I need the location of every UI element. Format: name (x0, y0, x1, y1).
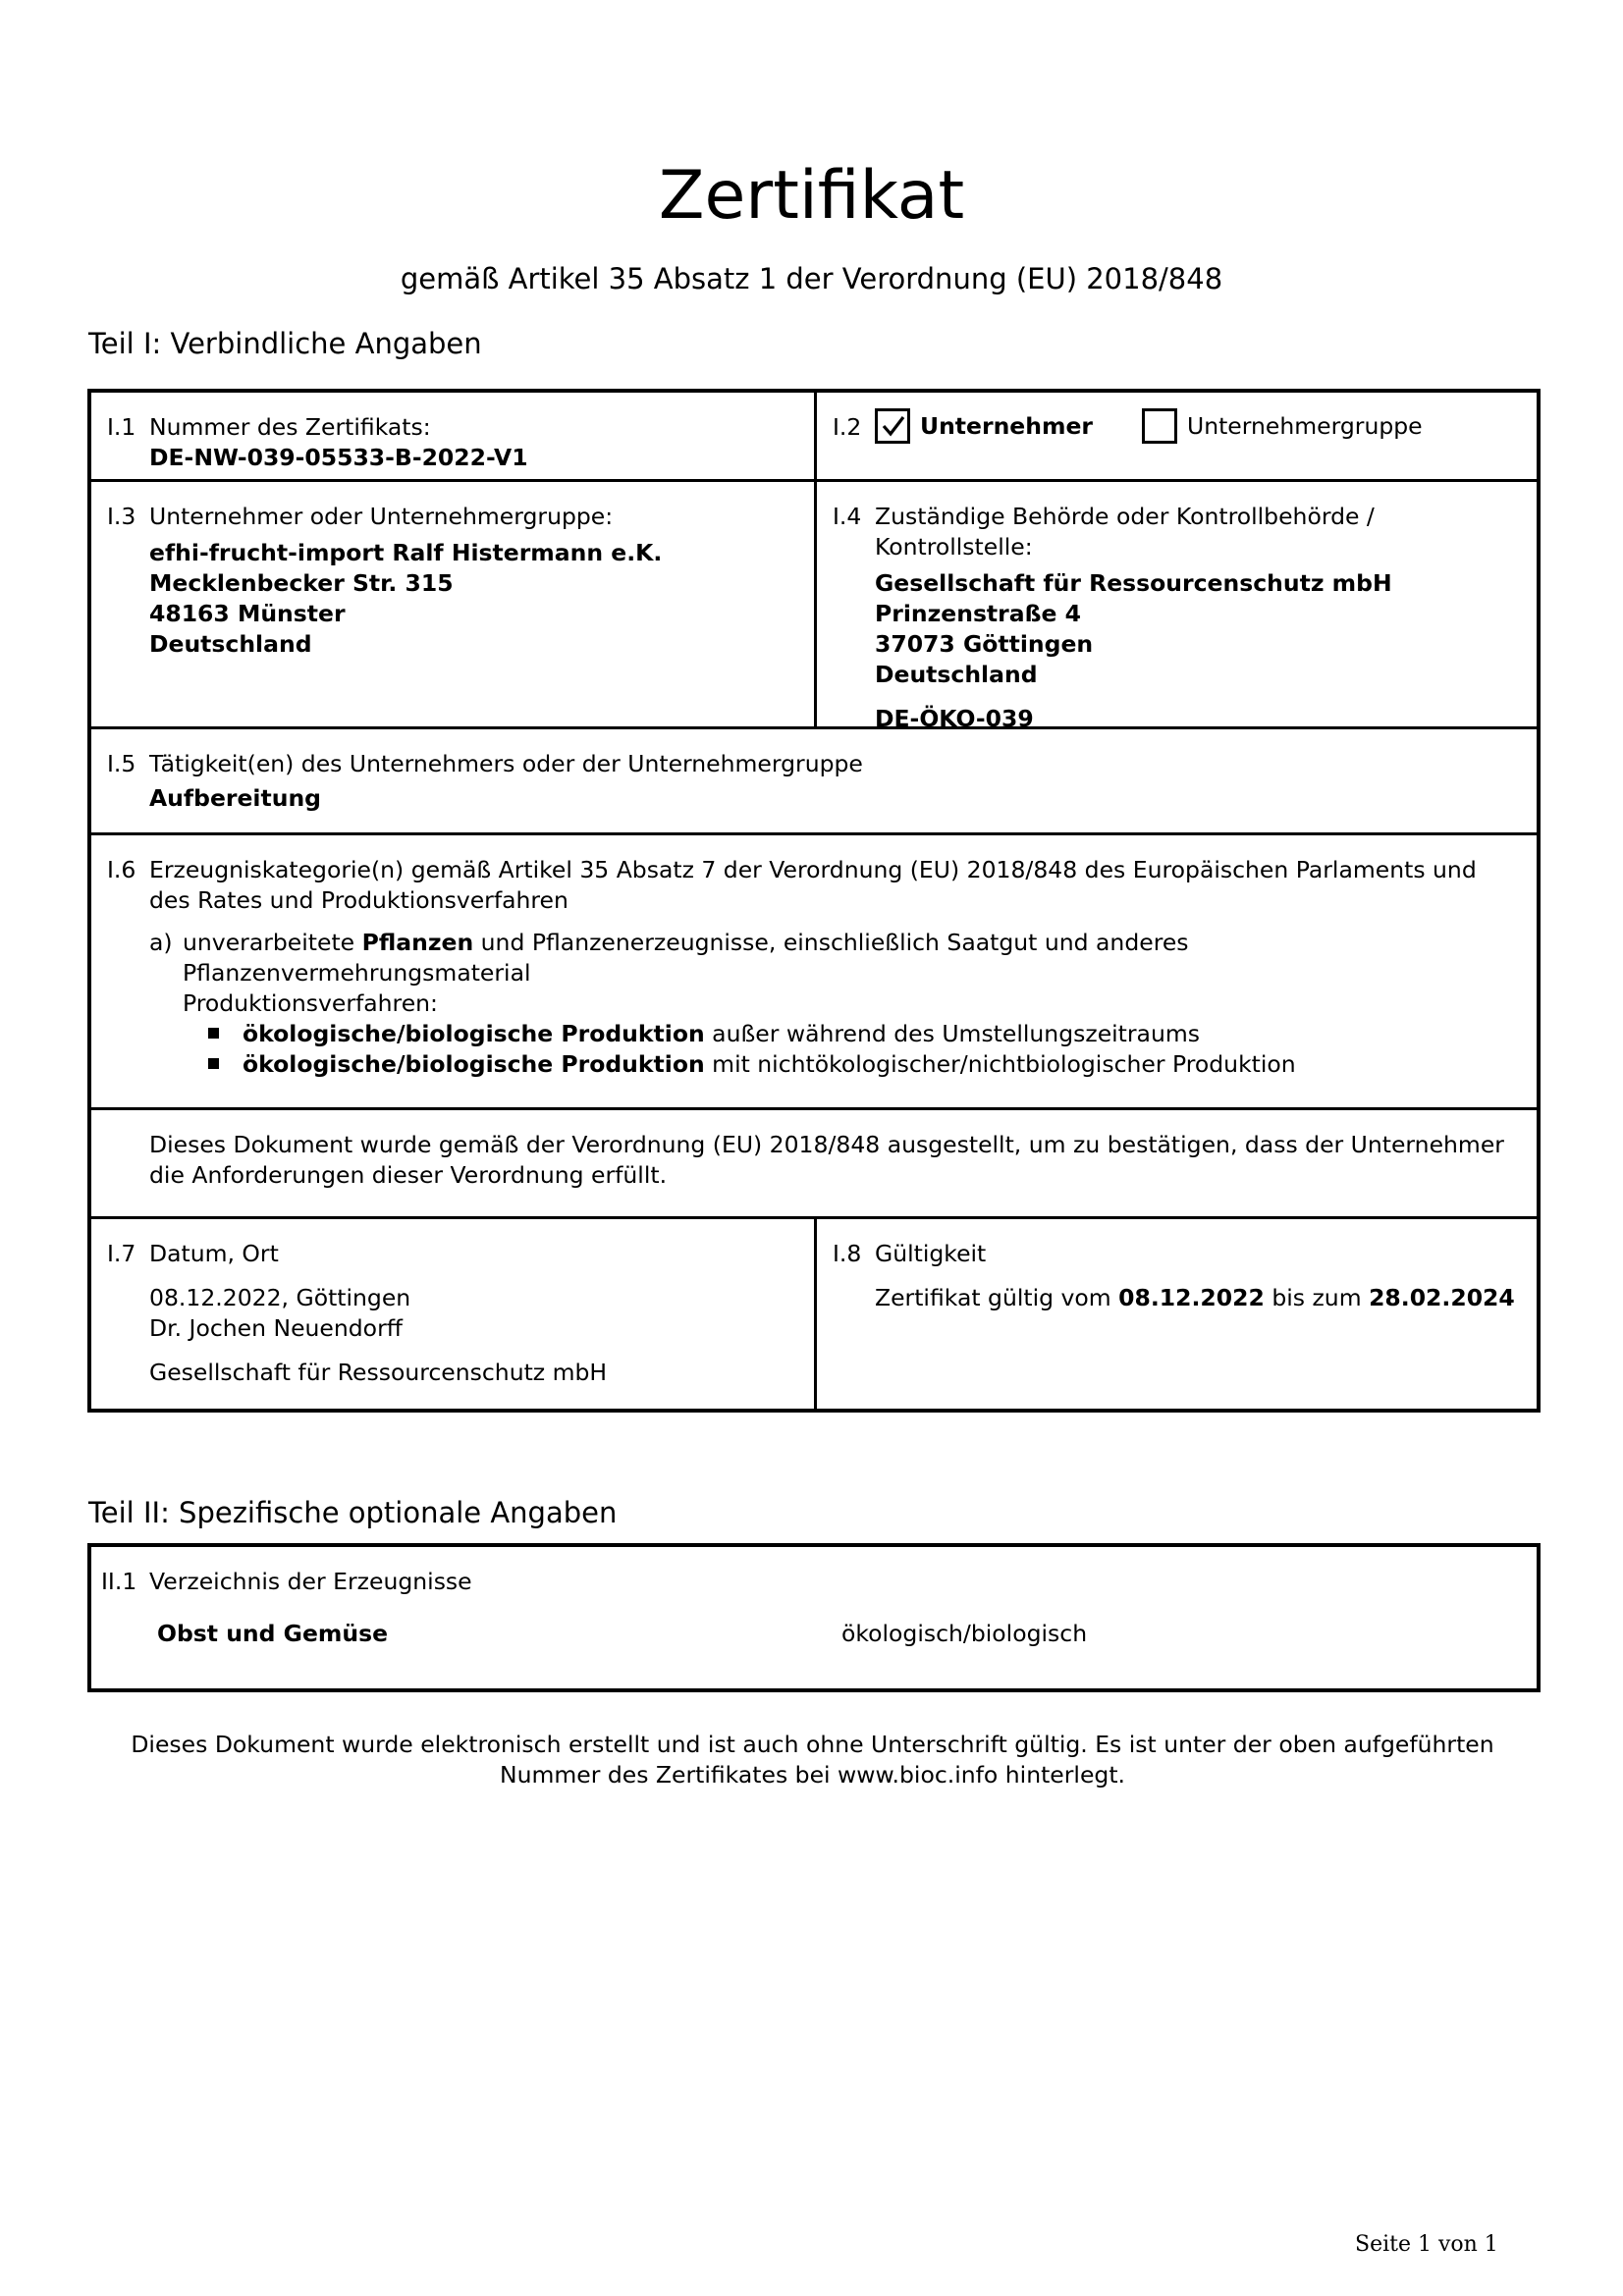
checked-checkbox-icon[interactable] (875, 408, 910, 444)
footer-note: Dieses Dokument wurde elektronisch erstellt und ist auch ohne Unterschrift gültig. Es ist unter der oben aufgeführten Nummer des Zertifikates bei www.bioc.info hinterlegt. (131, 1731, 1494, 1789)
operator-country: Deutschland (149, 630, 312, 658)
product-category-label: Erzeugniskategorie(n) gemäß Artikel 35 Absatz 7 der Verordnung (EU) 2018/848 des Europäischen Parlaments und des Rates und Produktionsverfahren (149, 856, 1477, 914)
valid-from-date: 08.12.2022 (1118, 1284, 1265, 1311)
product-name: Obst und Gemüse (157, 1620, 389, 1647)
statement-cell (91, 1110, 1537, 1216)
document-subtitle: gemäß Artikel 35 Absatz 1 der Verordnung (EU) 2018/848 (400, 262, 1223, 295)
field-number: I.1 (107, 413, 136, 441)
item-marker: a) (149, 929, 173, 956)
activities-value: Aufbereitung (149, 784, 321, 812)
field-i7 (91, 1219, 814, 1409)
row-i1-i2 (91, 393, 1537, 482)
control-body-city: 37073 Göttingen (875, 630, 1094, 658)
validity-text: bis zum (1264, 1284, 1370, 1311)
category-text-bold: Pflanzen (361, 929, 474, 956)
document-title: Zertifikat (658, 157, 965, 235)
field-number: I.2 (833, 413, 862, 441)
method-rest: außer während des Umstellungszeitraums (704, 1020, 1200, 1047)
method-rest: mit nichtökologischer/nichtbiologischer Produktion (704, 1050, 1296, 1078)
field-i2 (814, 393, 1537, 479)
field-i4 (814, 482, 1537, 732)
production-method-item (208, 1049, 1521, 1080)
production-method-item (208, 1019, 1521, 1049)
field-ii1 (91, 1547, 1537, 1688)
bullet-icon (208, 1028, 219, 1039)
control-body-label: Zuständige Behörde oder Kontrollbehörde / Kontrollstelle: (875, 503, 1375, 561)
field-number: I.7 (107, 1240, 136, 1267)
field-number: II.1 (101, 1568, 137, 1595)
row-i5 (91, 729, 1537, 835)
row-i3-i4 (91, 482, 1537, 732)
method-bold: ökologische/biologische Produktion (243, 1020, 705, 1047)
control-body-country: Deutschland (875, 661, 1038, 688)
page-number: Seite 1 von 1 (1355, 2232, 1498, 2257)
bullet-icon (208, 1058, 219, 1069)
part1-table (87, 389, 1541, 1413)
operator-name: efhi-frucht-import Ralf Histermann e.K. (149, 539, 663, 566)
field-number: I.4 (833, 503, 862, 530)
field-number: I.3 (107, 503, 136, 530)
certificate-number: DE-NW-039-05533-B-2022-V1 (149, 444, 528, 471)
date-place-label: Datum, Ort (149, 1240, 279, 1267)
certificate-statement: Dieses Dokument wurde gemäß der Verordnung (EU) 2018/848 ausgestellt, um zu bestätigen, dass der Unternehmer die Anforderungen dieser Verordnung erfüllt. (149, 1131, 1504, 1189)
category-text-pre: unverarbeitete (183, 929, 362, 956)
field-i3 (91, 482, 814, 726)
product-status: ökologisch/biologisch (841, 1620, 1088, 1647)
operator-group-option-label: Unternehmergruppe (1187, 411, 1423, 440)
part1-heading: Teil I: Verbindliche Angaben (88, 327, 482, 360)
operator-label: Unternehmer oder Unternehmergruppe: (149, 503, 614, 530)
validity-statement (875, 1283, 1521, 1313)
product-list-label: Verzeichnis der Erzeugnisse (149, 1568, 472, 1595)
row-ii1 (91, 1547, 1537, 1688)
part2-table (87, 1543, 1541, 1692)
date-place-value: 08.12.2022, Göttingen (149, 1284, 411, 1311)
field-number: I.8 (833, 1240, 862, 1267)
validity-text: Zertifikat gültig vom (875, 1284, 1119, 1311)
activities-label: Tätigkeit(en) des Unternehmers oder der Unternehmergruppe (149, 750, 863, 777)
row-statement (91, 1110, 1537, 1219)
certificate-number-label: Nummer des Zertifikats: (149, 413, 431, 441)
field-number: I.6 (107, 856, 136, 883)
field-i6 (91, 835, 1537, 1107)
control-body-street: Prinzenstraße 4 (875, 600, 1081, 627)
control-body-name: Gesellschaft für Ressourcenschutz mbH (875, 569, 1392, 597)
operator-option-label: Unternehmer (920, 411, 1093, 440)
valid-to-date: 28.02.2024 (1369, 1284, 1515, 1311)
field-number: I.5 (107, 750, 136, 777)
validity-label: Gültigkeit (875, 1240, 987, 1267)
field-i8 (814, 1219, 1537, 1409)
operator-city: 48163 Münster (149, 600, 346, 627)
unchecked-checkbox-icon[interactable] (1142, 408, 1177, 444)
production-methods-label: Produktionsverfahren: (183, 989, 438, 1017)
signatory-name: Dr. Jochen Neuendorff (149, 1314, 403, 1342)
field-i1 (91, 393, 814, 479)
issuing-organisation: Gesellschaft für Ressourcenschutz mbH (149, 1359, 608, 1386)
row-i6 (91, 835, 1537, 1110)
operator-street: Mecklenbecker Str. 315 (149, 569, 454, 597)
product-category-item (149, 928, 1521, 988)
row-i7-i8 (91, 1219, 1537, 1409)
part2-heading: Teil II: Spezifische optionale Angaben (88, 1496, 618, 1529)
control-body-code: DE-ÖKO-039 (875, 705, 1034, 732)
method-bold: ökologische/biologische Produktion (243, 1050, 705, 1078)
category-text-post: und Pflanzenerzeugnisse, einschließlich Saatgut und anderes Pflanzenvermehrungsmaterial (183, 929, 1189, 987)
field-i5 (91, 729, 1537, 832)
